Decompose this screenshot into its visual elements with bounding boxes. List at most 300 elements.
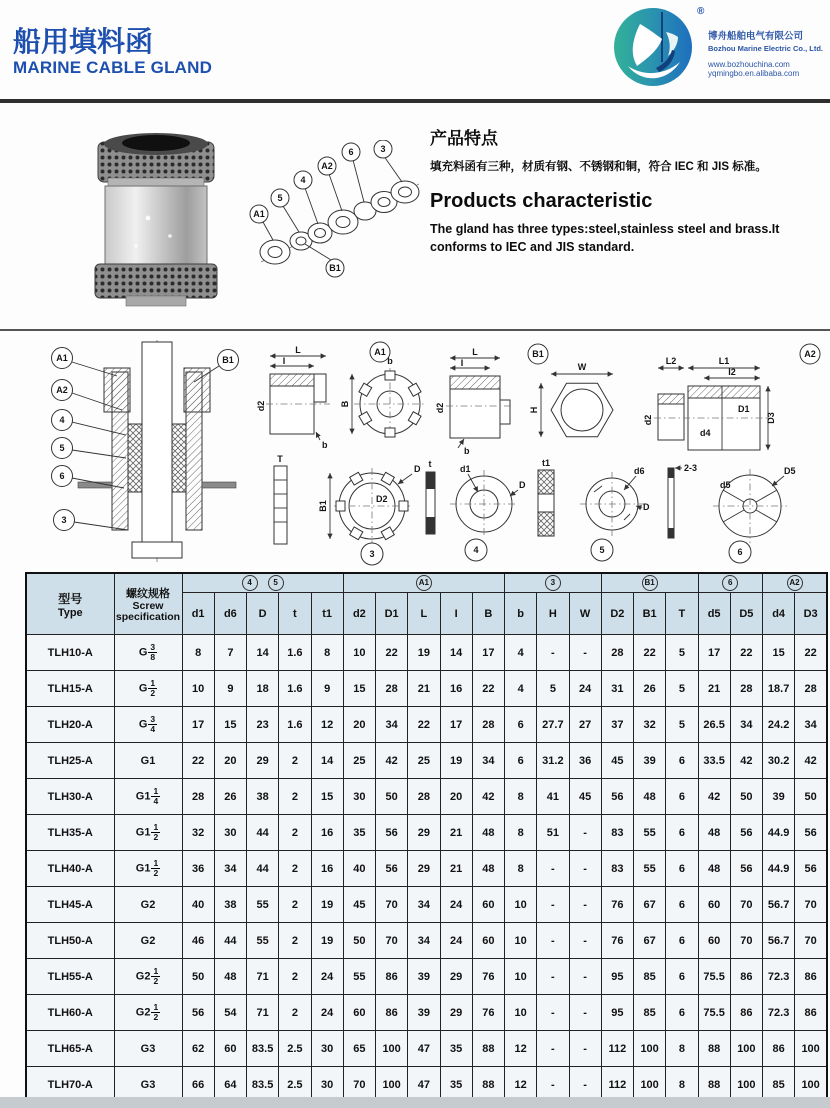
value-cell: 67: [634, 887, 666, 923]
value-cell: 42: [730, 743, 762, 779]
value-cell: 1.6: [279, 635, 311, 671]
value-cell: 20: [440, 779, 472, 815]
value-cell: 28: [408, 779, 440, 815]
value-cell: 86: [376, 995, 408, 1031]
svg-text:t: t: [428, 459, 432, 469]
screw-base: G1: [140, 754, 156, 767]
value-cell: -: [569, 1067, 601, 1104]
value-cell: 86: [376, 959, 408, 995]
value-cell: 6: [666, 815, 698, 851]
value-cell: 56.7: [763, 887, 795, 923]
value-cell: 6: [666, 851, 698, 887]
value-cell: 75.5: [698, 995, 730, 1031]
svg-text:D: D: [519, 480, 526, 490]
value-cell: 12: [311, 707, 343, 743]
value-cell: 50: [376, 779, 408, 815]
value-cell: 34: [214, 851, 246, 887]
value-cell: 23: [247, 707, 279, 743]
table-row: [26, 671, 827, 707]
value-cell: 12: [505, 1067, 537, 1104]
screw-base: G3: [140, 1078, 156, 1091]
assembly-callout-a1: A1: [56, 353, 68, 363]
value-cell: 19: [311, 887, 343, 923]
model-cell: TLH15-A: [26, 671, 114, 707]
exploded-callout-b1: B1: [329, 263, 341, 273]
dimension-header: d4: [763, 593, 795, 635]
value-cell: 48: [472, 851, 504, 887]
part-group-label: 5: [268, 575, 284, 591]
svg-text:b: b: [464, 446, 470, 456]
part-label-6: 6: [737, 547, 743, 557]
value-cell: 56: [730, 815, 762, 851]
dimension-header: H: [537, 593, 569, 635]
page-title-english: MARINE CABLE GLAND: [13, 58, 213, 77]
screw-base: G2: [140, 934, 156, 947]
value-cell: 35: [343, 815, 375, 851]
value-cell: 66: [182, 1067, 214, 1104]
value-cell: 6: [666, 923, 698, 959]
value-cell: 32: [182, 815, 214, 851]
value-cell: 25: [408, 743, 440, 779]
fraction-denominator: 2: [153, 832, 159, 842]
value-cell: 31.2: [537, 743, 569, 779]
value-cell: 8: [182, 635, 214, 671]
dimension-header: t1: [311, 593, 343, 635]
company-name-en: Bozhou Marine Electric Co., Ltd.: [708, 44, 824, 53]
dimension-header: d5: [698, 593, 730, 635]
model-cell: TLH20-A: [26, 707, 114, 743]
value-cell: 42: [472, 779, 504, 815]
fraction-numerator: 1: [153, 858, 159, 869]
value-cell: 24: [569, 671, 601, 707]
value-cell: 60: [698, 887, 730, 923]
value-cell: 56: [376, 851, 408, 887]
exploded-callout-a2: A2: [321, 161, 333, 171]
svg-text:W: W: [577, 362, 587, 372]
value-cell: 25: [343, 743, 375, 779]
value-cell: 35: [440, 1067, 472, 1104]
fraction-denominator: 8: [150, 652, 156, 662]
svg-text:d4: d4: [700, 428, 711, 438]
value-cell: 8: [666, 1067, 698, 1104]
dimension-header: B: [472, 593, 504, 635]
value-cell: 12: [505, 1031, 537, 1067]
value-cell: 1.6: [279, 671, 311, 707]
value-cell: 1.6: [279, 707, 311, 743]
value-cell: 4: [505, 671, 537, 707]
value-cell: 45: [569, 779, 601, 815]
fraction-numerator: 1: [153, 822, 159, 833]
value-cell: 44.9: [763, 851, 795, 887]
value-cell: 71: [247, 959, 279, 995]
value-cell: 86: [730, 995, 762, 1031]
value-cell: 70: [730, 887, 762, 923]
fraction-denominator: 2: [153, 1012, 159, 1022]
value-cell: -: [537, 995, 569, 1031]
fraction-denominator: 2: [153, 868, 159, 878]
value-cell: 33.5: [698, 743, 730, 779]
value-cell: 100: [634, 1067, 666, 1104]
part-6-drawing: [668, 463, 796, 563]
part-group-label: 4: [242, 575, 258, 591]
column-header-screw-spec: [114, 573, 182, 635]
value-cell: 95: [601, 959, 633, 995]
value-cell: 26.5: [698, 707, 730, 743]
value-cell: 34: [730, 707, 762, 743]
value-cell: 6: [505, 707, 537, 743]
screw-base: G: [138, 682, 148, 695]
value-cell: -: [537, 887, 569, 923]
value-cell: -: [537, 959, 569, 995]
specification-table: [25, 572, 828, 1104]
model-cell: TLH70-A: [26, 1067, 114, 1104]
value-cell: 39: [634, 743, 666, 779]
screw-spec-cell: [114, 671, 182, 707]
part-label-5: 5: [599, 545, 605, 555]
features-desc-en: The gland has three types:steel,stainless steel and brass.It conforms to IEC and JIS standard.: [430, 222, 780, 255]
dimension-header: L: [408, 593, 440, 635]
svg-text:H: H: [529, 406, 539, 414]
dimension-header: b: [505, 593, 537, 635]
value-cell: 55: [634, 815, 666, 851]
value-cell: 37: [601, 707, 633, 743]
screw-fraction: [151, 1003, 160, 1022]
value-cell: 19: [440, 743, 472, 779]
part-label-3: 3: [369, 549, 375, 559]
registered-trademark: ®: [697, 6, 705, 17]
value-cell: 42: [795, 743, 827, 779]
value-cell: 100: [795, 1031, 827, 1067]
svg-text:b: b: [322, 440, 328, 450]
value-cell: 44: [214, 923, 246, 959]
value-cell: 4: [505, 635, 537, 671]
dimension-header: D: [247, 593, 279, 635]
value-cell: 21: [440, 815, 472, 851]
value-cell: 45: [601, 743, 633, 779]
fraction-numerator: 1: [153, 786, 159, 797]
part-group-header: [698, 573, 763, 593]
model-cell: TLH50-A: [26, 923, 114, 959]
value-cell: 70: [376, 887, 408, 923]
company-website: www.bozhouchina.com: [708, 60, 790, 69]
value-cell: 41: [537, 779, 569, 815]
value-cell: 9: [311, 671, 343, 707]
value-cell: 6: [666, 995, 698, 1031]
dimension-header: D1: [376, 593, 408, 635]
value-cell: -: [569, 959, 601, 995]
value-cell: 42: [376, 743, 408, 779]
value-cell: 36: [182, 851, 214, 887]
assembly-callout-5: 5: [59, 443, 65, 453]
features-desc-cn: 填充料函有三种，材质有钢、不锈钢和铜，符合 IEC 和 JIS 标准。: [430, 161, 767, 173]
table-row: [26, 743, 827, 779]
table-row: [26, 815, 827, 851]
value-cell: 44: [247, 851, 279, 887]
value-cell: 30: [311, 1031, 343, 1067]
value-cell: 38: [214, 887, 246, 923]
value-cell: 75.5: [698, 959, 730, 995]
screw-base: G: [138, 646, 148, 659]
dimension-header: t: [279, 593, 311, 635]
value-cell: -: [537, 635, 569, 671]
value-cell: 8: [505, 851, 537, 887]
fraction-numerator: 1: [150, 678, 156, 689]
assembly-callout-b1: B1: [222, 355, 234, 365]
svg-text:t1: t1: [541, 458, 551, 468]
value-cell: 70: [795, 923, 827, 959]
screw-spec-cell: [114, 707, 182, 743]
value-cell: 16: [440, 671, 472, 707]
value-cell: 83: [601, 851, 633, 887]
svg-text:I2: I2: [728, 367, 736, 377]
value-cell: 34: [472, 743, 504, 779]
part-5-drawing: [538, 458, 650, 561]
value-cell: 56: [795, 815, 827, 851]
svg-text:L1: L1: [718, 356, 730, 366]
screw-spec-cell: [114, 779, 182, 815]
value-cell: 10: [505, 995, 537, 1031]
value-cell: 17: [472, 635, 504, 671]
value-cell: 2: [279, 779, 311, 815]
svg-text:D5: D5: [784, 466, 796, 476]
value-cell: 34: [408, 923, 440, 959]
screw-base: G1: [135, 826, 151, 839]
part-a1-drawing: [256, 342, 426, 450]
value-cell: 2.5: [279, 1067, 311, 1104]
value-cell: 34: [376, 707, 408, 743]
part-label-a2: A2: [804, 349, 816, 359]
table-row: [26, 779, 827, 815]
value-cell: 14: [247, 635, 279, 671]
value-cell: 85: [763, 1067, 795, 1104]
part-group-header: [601, 573, 698, 593]
value-cell: 22: [730, 635, 762, 671]
page-bottom-edge: [0, 1097, 830, 1108]
value-cell: 18.7: [763, 671, 795, 707]
model-cell: TLH65-A: [26, 1031, 114, 1067]
value-cell: 15: [311, 779, 343, 815]
table-row: [26, 959, 827, 995]
value-cell: 76: [601, 923, 633, 959]
fraction-numerator: 1: [153, 966, 159, 977]
value-cell: 24.2: [763, 707, 795, 743]
screw-spec-cell: [114, 887, 182, 923]
section-divider: [0, 329, 830, 331]
value-cell: 36: [569, 743, 601, 779]
part-group-label: A1: [416, 575, 432, 591]
screw-spec-cell: [114, 1031, 182, 1067]
model-cell: TLH35-A: [26, 815, 114, 851]
value-cell: 14: [440, 635, 472, 671]
value-cell: 24: [311, 995, 343, 1031]
value-cell: 10: [182, 671, 214, 707]
svg-text:2-3: 2-3: [684, 463, 698, 473]
dimension-header: d6: [214, 593, 246, 635]
table-row: [26, 995, 827, 1031]
part-group-label: B1: [642, 575, 658, 591]
value-cell: 6: [666, 887, 698, 923]
value-cell: 22: [376, 635, 408, 671]
value-cell: 76: [472, 959, 504, 995]
part-label-b1: B1: [532, 349, 544, 359]
svg-text:D1: D1: [738, 404, 750, 414]
value-cell: 50: [730, 779, 762, 815]
part-a2-drawing: [643, 344, 820, 450]
value-cell: 40: [343, 851, 375, 887]
svg-text:d2: d2: [643, 414, 653, 426]
dimension-header: W: [569, 593, 601, 635]
svg-text:D3: D3: [766, 412, 776, 424]
column-header-type: [26, 573, 114, 635]
value-cell: 60: [214, 1031, 246, 1067]
value-cell: 28: [795, 671, 827, 707]
value-cell: 54: [214, 995, 246, 1031]
value-cell: 46: [182, 923, 214, 959]
value-cell: 17: [698, 635, 730, 671]
value-cell: 24: [440, 923, 472, 959]
value-cell: 2: [279, 851, 311, 887]
value-cell: 48: [472, 815, 504, 851]
value-cell: 55: [634, 851, 666, 887]
fraction-numerator: 3: [150, 714, 156, 725]
value-cell: 5: [537, 671, 569, 707]
model-cell: TLH10-A: [26, 635, 114, 671]
value-cell: 7: [214, 635, 246, 671]
screw-base: G2: [135, 970, 151, 983]
value-cell: 39: [408, 995, 440, 1031]
company-name-cn: 博舟船舶电气有限公司: [708, 31, 804, 42]
value-cell: 15: [343, 671, 375, 707]
exploded-callout-5: 5: [277, 193, 283, 203]
dimension-header: T: [666, 593, 698, 635]
value-cell: 29: [247, 743, 279, 779]
value-cell: 28: [730, 671, 762, 707]
exploded-diagram: [243, 140, 431, 306]
features-section: [430, 124, 828, 256]
value-cell: 29: [440, 959, 472, 995]
assembly-callout-6: 6: [59, 471, 65, 481]
screw-fraction: [151, 823, 160, 842]
value-cell: 34: [408, 887, 440, 923]
fraction-denominator: 2: [150, 688, 156, 698]
value-cell: 70: [343, 1067, 375, 1104]
value-cell: 112: [601, 1067, 633, 1104]
value-cell: 100: [376, 1067, 408, 1104]
value-cell: 50: [343, 923, 375, 959]
value-cell: 70: [730, 923, 762, 959]
value-cell: 88: [472, 1031, 504, 1067]
svg-text:D2: D2: [376, 494, 388, 504]
value-cell: -: [569, 1031, 601, 1067]
value-cell: 30: [343, 779, 375, 815]
value-cell: 76: [472, 995, 504, 1031]
value-cell: 29: [408, 851, 440, 887]
part-b1-drawing: [435, 344, 613, 456]
value-cell: 26: [634, 671, 666, 707]
value-cell: 100: [730, 1031, 762, 1067]
value-cell: 60: [343, 995, 375, 1031]
part-label-4: 4: [473, 545, 479, 555]
screw-base: G1: [135, 790, 151, 803]
value-cell: 24: [440, 887, 472, 923]
value-cell: 29: [440, 995, 472, 1031]
screw-base: G: [138, 718, 148, 731]
value-cell: 6: [666, 779, 698, 815]
value-cell: 64: [214, 1067, 246, 1104]
part-group-header: [763, 573, 828, 593]
fraction-denominator: 4: [150, 724, 156, 734]
value-cell: 14: [311, 743, 343, 779]
screw-spec-cell: [114, 995, 182, 1031]
value-cell: 40: [182, 887, 214, 923]
value-cell: 48: [698, 851, 730, 887]
value-cell: 86: [795, 995, 827, 1031]
value-cell: 30: [214, 815, 246, 851]
screw-spec-cell: [114, 815, 182, 851]
value-cell: -: [537, 923, 569, 959]
value-cell: 30.2: [763, 743, 795, 779]
value-cell: 86: [795, 959, 827, 995]
dimension-drawings: [22, 338, 828, 570]
value-cell: -: [569, 851, 601, 887]
value-cell: 45: [343, 887, 375, 923]
value-cell: 2: [279, 887, 311, 923]
value-cell: 17: [182, 707, 214, 743]
model-cell: TLH25-A: [26, 743, 114, 779]
screw-fraction: [148, 715, 157, 734]
table-row: [26, 707, 827, 743]
value-cell: 27: [569, 707, 601, 743]
value-cell: 42: [698, 779, 730, 815]
value-cell: 56: [795, 851, 827, 887]
value-cell: 50: [182, 959, 214, 995]
part-3-drawing: [274, 454, 421, 565]
screw-spec-cell: [114, 851, 182, 887]
value-cell: 83: [601, 815, 633, 851]
model-cell: TLH40-A: [26, 851, 114, 887]
value-cell: 20: [343, 707, 375, 743]
screw-header-cn: 螺纹规格: [126, 587, 170, 600]
part-group-header: [343, 573, 504, 593]
value-cell: 56.7: [763, 923, 795, 959]
value-cell: -: [569, 923, 601, 959]
value-cell: -: [569, 815, 601, 851]
screw-fraction: [151, 787, 160, 806]
exploded-callout-6: 6: [348, 147, 354, 157]
value-cell: 5: [666, 707, 698, 743]
screw-base: G2: [135, 1006, 151, 1019]
value-cell: 55: [247, 887, 279, 923]
value-cell: 24: [311, 959, 343, 995]
value-cell: 35: [440, 1031, 472, 1067]
dimension-header: D5: [730, 593, 762, 635]
value-cell: 10: [343, 635, 375, 671]
value-cell: 2: [279, 923, 311, 959]
model-cell: TLH60-A: [26, 995, 114, 1031]
value-cell: 48: [698, 815, 730, 851]
svg-text:d2: d2: [256, 400, 266, 412]
value-cell: 21: [440, 851, 472, 887]
value-cell: 22: [182, 743, 214, 779]
exploded-callout-4: 4: [300, 175, 306, 185]
fraction-denominator: 2: [153, 976, 159, 986]
value-cell: 10: [505, 959, 537, 995]
dimension-header: d1: [182, 593, 214, 635]
exploded-callout-3: 3: [380, 144, 386, 154]
value-cell: 50: [795, 779, 827, 815]
company-logo-icon: [612, 6, 694, 88]
value-cell: -: [569, 887, 601, 923]
